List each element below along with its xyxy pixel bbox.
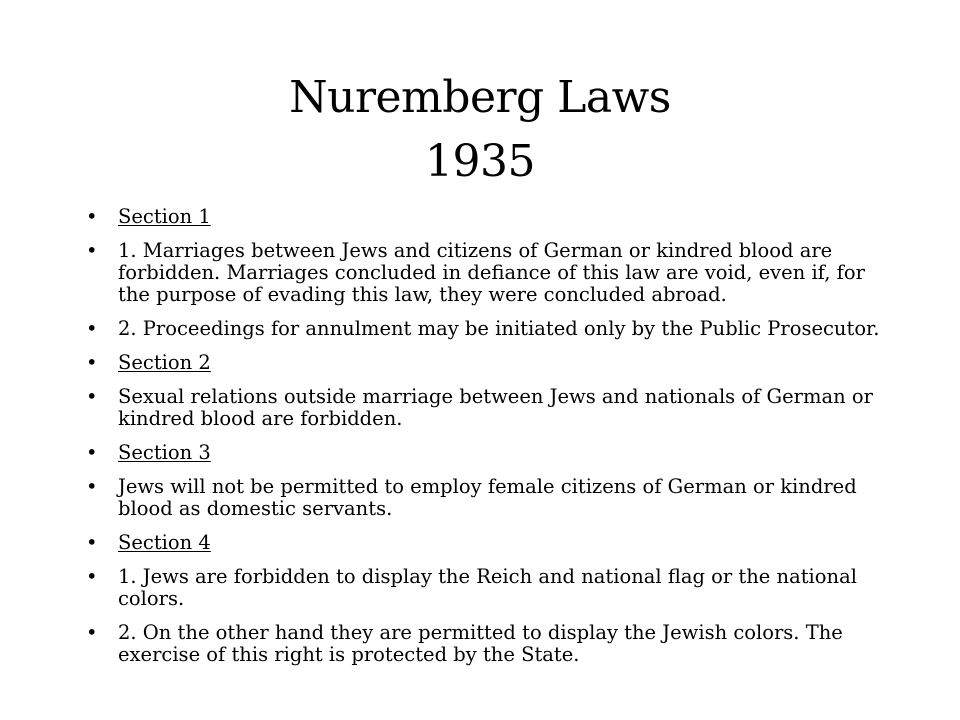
title-line-2: 1935 <box>425 136 535 187</box>
bullet-text: Section 1 <box>118 205 211 228</box>
bullet-text: Jews will not be permitted to employ female citizens of German or kindred blood as domestic servants. <box>118 475 857 520</box>
bullet-item <box>84 566 884 610</box>
bullet-text: Section 3 <box>118 441 211 464</box>
bullet-text: 1. Marriages between Jews and citizens of German or kindred blood are forbidden. Marriages concluded in defiance of this law are void, even if, for the purpose of evading this law, they were concluded abroad. <box>118 239 865 306</box>
bullet-item-section-2 <box>84 352 884 374</box>
bullet-item <box>84 476 884 520</box>
bullet-text: 2. On the other hand they are permitted to display the Jewish colors. The exercise of this right is protected by the State. <box>118 621 843 666</box>
bullet-item <box>84 386 884 430</box>
bullet-list <box>84 206 884 678</box>
bullet-text: Sexual relations outside marriage between Jews and nationals of German or kindred blood are forbidden. <box>118 385 873 430</box>
slide-title <box>0 66 960 194</box>
bullet-text: Section 4 <box>118 531 211 554</box>
bullet-item-section-4 <box>84 532 884 554</box>
bullet-text: 1. Jews are forbidden to display the Reich and national flag or the national colors. <box>118 565 857 610</box>
bullet-item-section-1 <box>84 206 884 228</box>
bullet-text: 2. Proceedings for annulment may be initiated only by the Public Prosecutor. <box>118 317 880 340</box>
bullet-item-section-3 <box>84 442 884 464</box>
bullet-item <box>84 622 884 666</box>
bullet-item <box>84 240 884 306</box>
bullet-item <box>84 318 884 340</box>
bullet-text: Section 2 <box>118 351 211 374</box>
title-line-1: Nuremberg Laws <box>289 72 671 123</box>
